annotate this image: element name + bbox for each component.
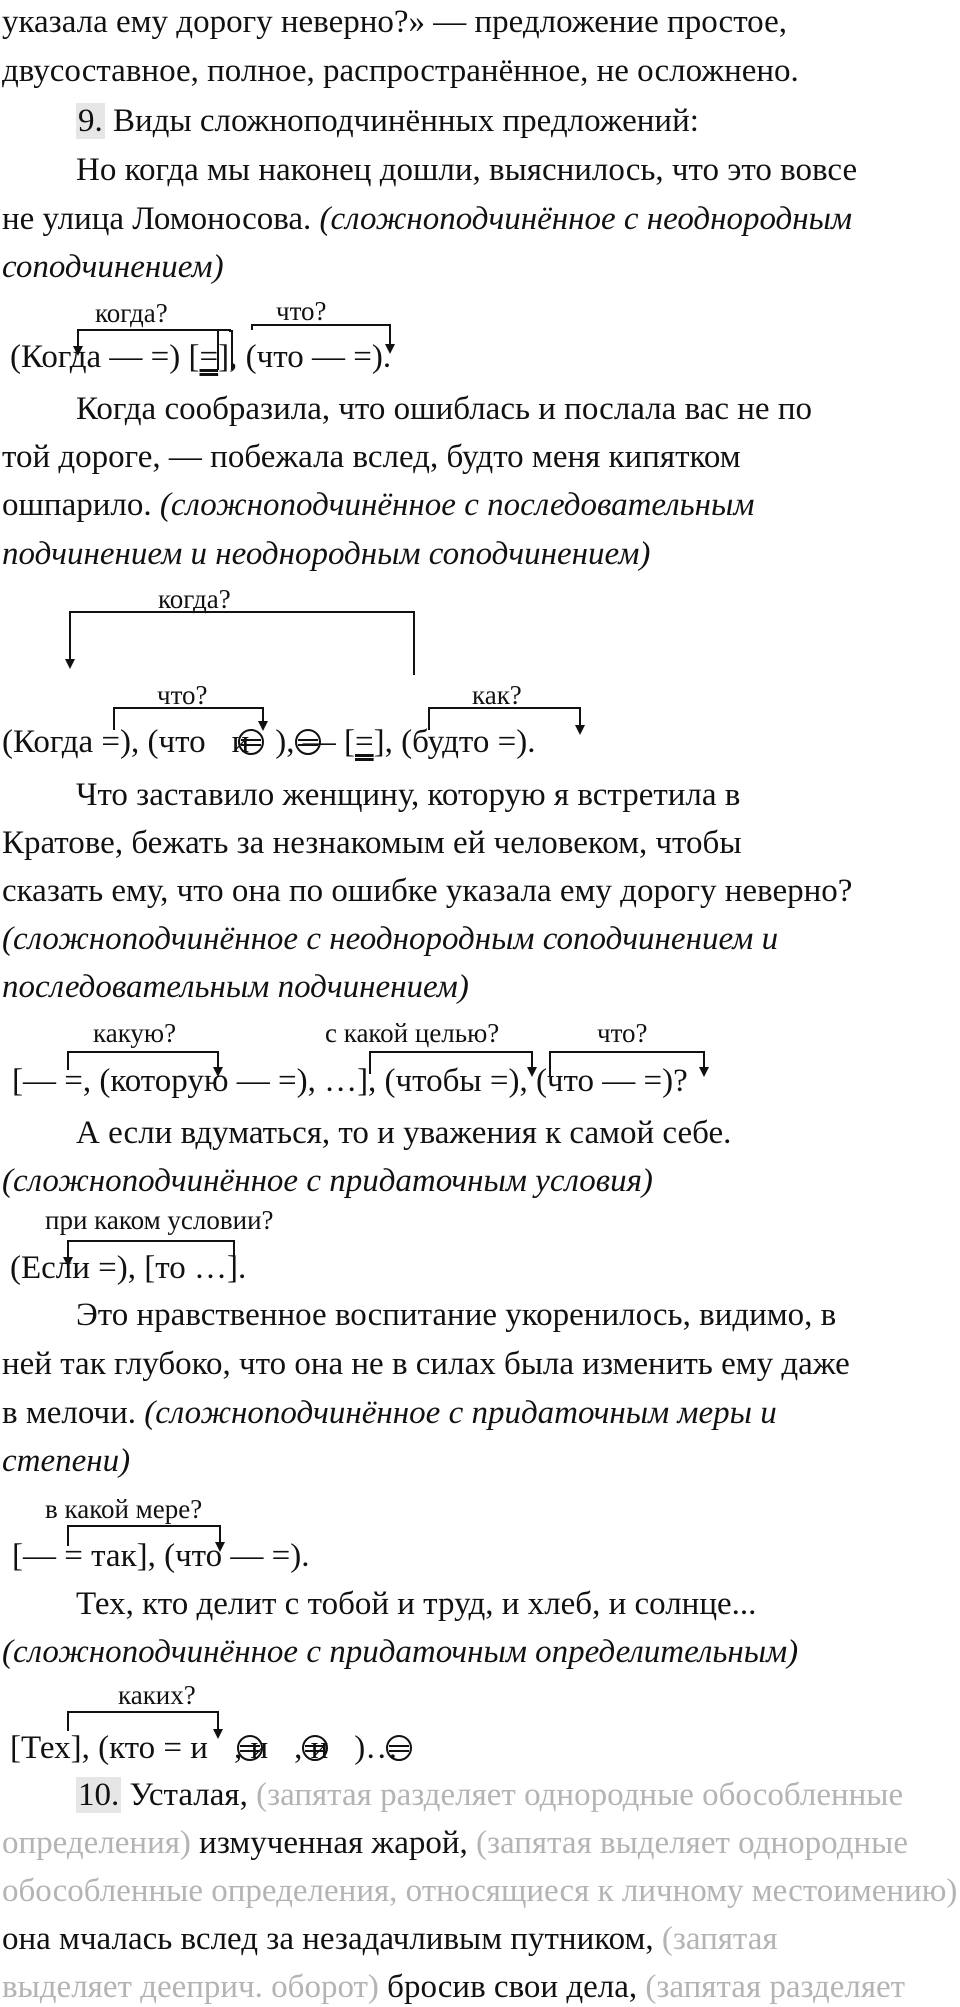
text-line: Это нравственное воспитание укоренилось, видимо, в: [76, 1297, 837, 1333]
scheme-3: [0, 1012, 960, 1112]
text-line: двусоставное, полное, распространённое, не осложнено.: [2, 53, 799, 89]
text-line: Что заставило женщину, которую я встретила в: [76, 777, 741, 813]
scheme-formula: (Когда — =) [=], (что — =).: [10, 339, 392, 375]
question-label: в какой мере?: [45, 1494, 203, 1524]
text-line: А если вдуматься, то и уважения к самой себе.: [76, 1115, 732, 1151]
annotation: (сложноподчинённое с придаточным меры и: [144, 1395, 777, 1431]
annotation: (сложноподчинённое с придаточным определительным): [2, 1634, 799, 1670]
scheme-formula: [Тех], (кто = и , и , и )…: [10, 1730, 399, 1766]
text-line: определения) измученная жарой, (запятая выделяет однородные: [2, 1825, 908, 1861]
text-line: в мелочи. (сложноподчинённое с придаточным меры и: [2, 1395, 777, 1431]
question-label: что?: [597, 1018, 648, 1048]
question-label: при каком условии?: [45, 1205, 274, 1235]
gray-comment: (запятая разделяет однородные обособленные: [256, 1777, 904, 1813]
item-number: 10.: [78, 1777, 120, 1813]
text-line: Но когда мы наконец дошли, выяснилось, что это вовсе: [76, 152, 858, 188]
scheme-4: [0, 1205, 960, 1295]
scheme-formula: [— = так], (что — =).: [12, 1538, 310, 1574]
annotation: степени): [2, 1443, 131, 1479]
text-line: Кратове, бежать за незнакомым ей человеком, чтобы: [2, 825, 742, 861]
question-label: что?: [157, 680, 208, 710]
text-line: Когда сообразила, что ошиблась и послала вас не по: [76, 391, 812, 427]
scheme-formula: (Когда =), (что и ), — [=], (будто =).: [2, 724, 536, 760]
text-line: Тех, кто делит с тобой и труд, и хлеб, и солнце...: [76, 1586, 757, 1622]
gray-comment: (запятая разделяет: [645, 1969, 906, 2005]
gray-comment: (запятая выделяет однородные: [476, 1825, 908, 1861]
annotation: (сложноподчинённое с последовательным: [159, 487, 755, 523]
text-line: сказать ему, что она по ошибке указала ему дорогу неверно?: [2, 873, 853, 909]
text-line: она мчалась вслед за незадачливым путником, (запятая: [2, 1921, 778, 1957]
annotation: соподчинением): [2, 249, 224, 285]
question-label: как?: [472, 680, 522, 710]
question-label: когда?: [158, 584, 231, 614]
annotation: последовательным подчинением): [2, 969, 469, 1005]
scheme-formula: (Если =), [то …].: [10, 1250, 247, 1286]
annotation: (сложноподчинённое с неоднородным: [319, 201, 853, 237]
annotation: (сложноподчинённое с придаточным условия): [2, 1163, 653, 1199]
question-label: каких?: [118, 1680, 196, 1710]
item-number: 9.: [78, 103, 103, 139]
section-heading-10: 10. Усталая, (запятая разделяет однородные обособленные: [78, 1777, 904, 1813]
text-line: той дороге, — побежала вслед, будто меня кипятком: [2, 439, 741, 475]
gray-comment: (запятая: [661, 1921, 778, 1957]
scheme-formula: [— =, (которую — =), …], (чтобы =), (что — =)?: [12, 1063, 688, 1099]
text-line: ней так глубоко, что она не в силах была изменить ему даже: [2, 1346, 850, 1382]
scheme-2: [0, 580, 960, 770]
scheme-1: [0, 292, 960, 382]
annotation: подчинением и неоднородным соподчинением): [2, 536, 651, 572]
question-label: с какой целью?: [325, 1018, 500, 1048]
question-label: какую?: [93, 1018, 177, 1048]
text-line: не улица Ломоносова. (сложноподчинённое с неоднородным: [2, 201, 853, 237]
text-line: выделяет дееприч. оборот) бросив свои дела, (запятая разделяет: [2, 1969, 906, 2005]
section-heading-9: 9. Виды сложноподчинённых предложений:: [78, 103, 699, 139]
text-line: указала ему дорогу неверно?» — предложение простое,: [2, 4, 787, 40]
scheme-6: [0, 1676, 960, 1772]
question-label: когда?: [95, 298, 168, 328]
scheme-5: [0, 1486, 960, 1576]
gray-comment: обособленные определения, относящиеся к личному местоимению): [2, 1873, 958, 1909]
gray-comment: выделяет дееприч. оборот): [2, 1969, 379, 2005]
gray-comment: определения): [2, 1825, 191, 1861]
text-line: ошпарило. (сложноподчинённое с последовательным: [2, 487, 755, 523]
question-label: что?: [276, 296, 327, 326]
annotation: (сложноподчинённое с неоднородным соподчинением и: [2, 921, 779, 957]
